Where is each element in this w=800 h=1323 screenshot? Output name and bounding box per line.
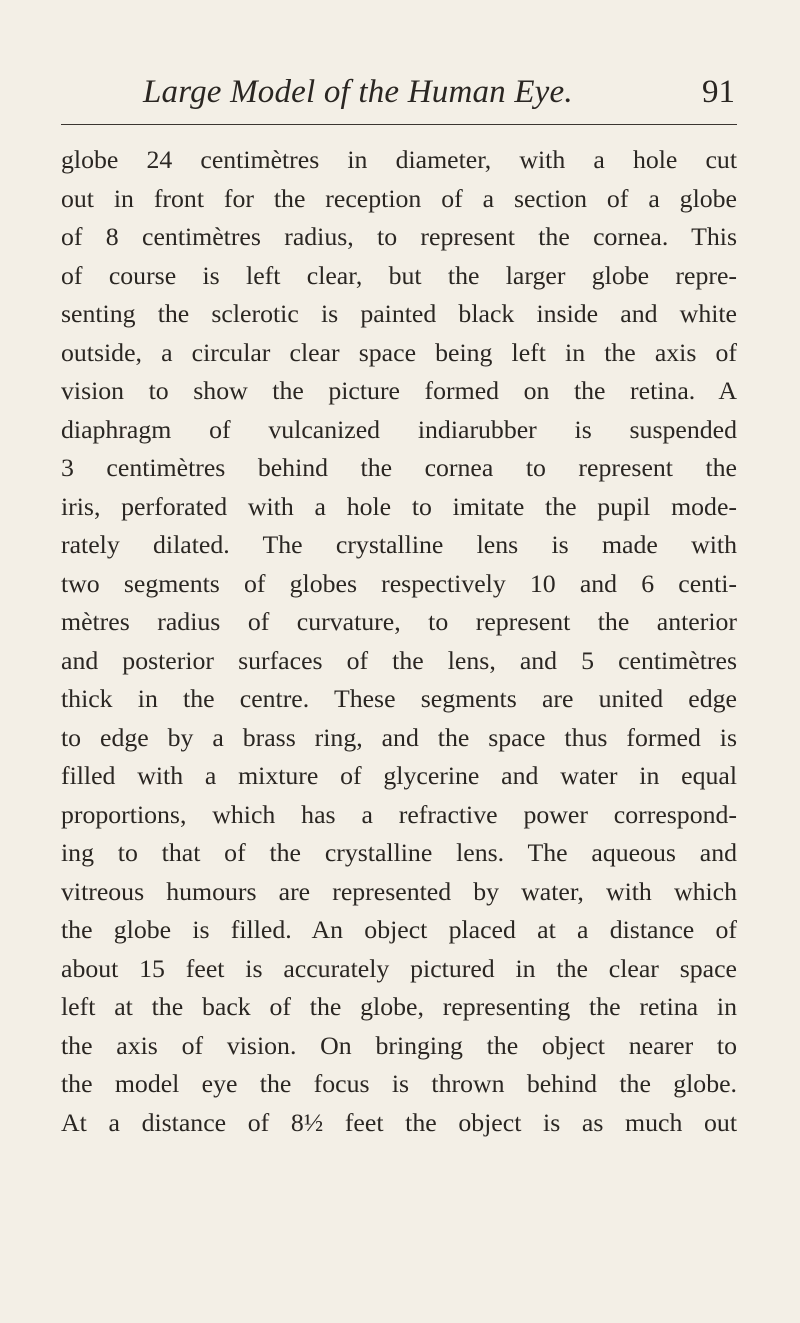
text-line: and posterior surfaces of the lens, and 5 centimètres — [61, 645, 737, 675]
running-title: Large Model of the Human Eye. — [143, 74, 573, 110]
text-line: the model eye the focus is thrown behind the globe. — [61, 1069, 737, 1098]
text-line: filled with a mixture of glycerine and water in equal — [61, 761, 737, 790]
text-line: mètres radius of curvature, to represent the anterior — [61, 607, 737, 636]
header-rule — [61, 124, 737, 125]
text-line: of 8 centimètres radius, to represent the cornea. This — [61, 222, 737, 251]
running-head — [143, 72, 735, 116]
page-number: 91 — [702, 74, 735, 110]
text-line: of course is left clear, but the larger globe repre- — [61, 260, 737, 290]
text-line: diaphragm of vulcanized indiarubber is suspended — [61, 414, 737, 444]
text-line: proportions, which has a refractive power correspond- — [61, 799, 737, 829]
text-line: At a distance of 8½ feet the object is as much out — [61, 1107, 737, 1137]
text-line: about 15 feet is accurately pictured in the clear space — [61, 953, 737, 983]
text-line: ing to that of the crystalline lens. The aqueous and — [61, 838, 737, 867]
text-line: thick in the centre. These segments are united edge — [61, 684, 737, 713]
text-line: 3 centimètres behind the cornea to represent the — [61, 453, 737, 482]
text-line: to edge by a brass ring, and the space thus formed is — [61, 722, 737, 752]
text-line: out in front for the reception of a section of a globe — [61, 183, 737, 213]
text-line: the axis of vision. On bringing the object nearer to — [61, 1030, 737, 1060]
text-line: two segments of globes respectively 10 and 6 centi- — [61, 568, 737, 598]
text-line: vision to show the picture formed on the retina. A — [61, 376, 737, 405]
text-line: outside, a circular clear space being left in the axis of — [61, 337, 737, 367]
text-line: senting the sclerotic is painted black inside and white — [61, 299, 737, 328]
body-text — [61, 141, 737, 1142]
text-line: vitreous humours are represented by water, with which — [61, 876, 737, 906]
text-line: globe 24 centimètres in diameter, with a hole cut — [61, 145, 737, 174]
text-line: the globe is filled. An object placed at a distance of — [61, 915, 737, 944]
text-line: rately dilated. The crystalline lens is made with — [61, 530, 737, 559]
text-line: iris, perforated with a hole to imitate the pupil mode- — [61, 491, 737, 521]
text-line: left at the back of the globe, representing the retina in — [61, 992, 737, 1021]
